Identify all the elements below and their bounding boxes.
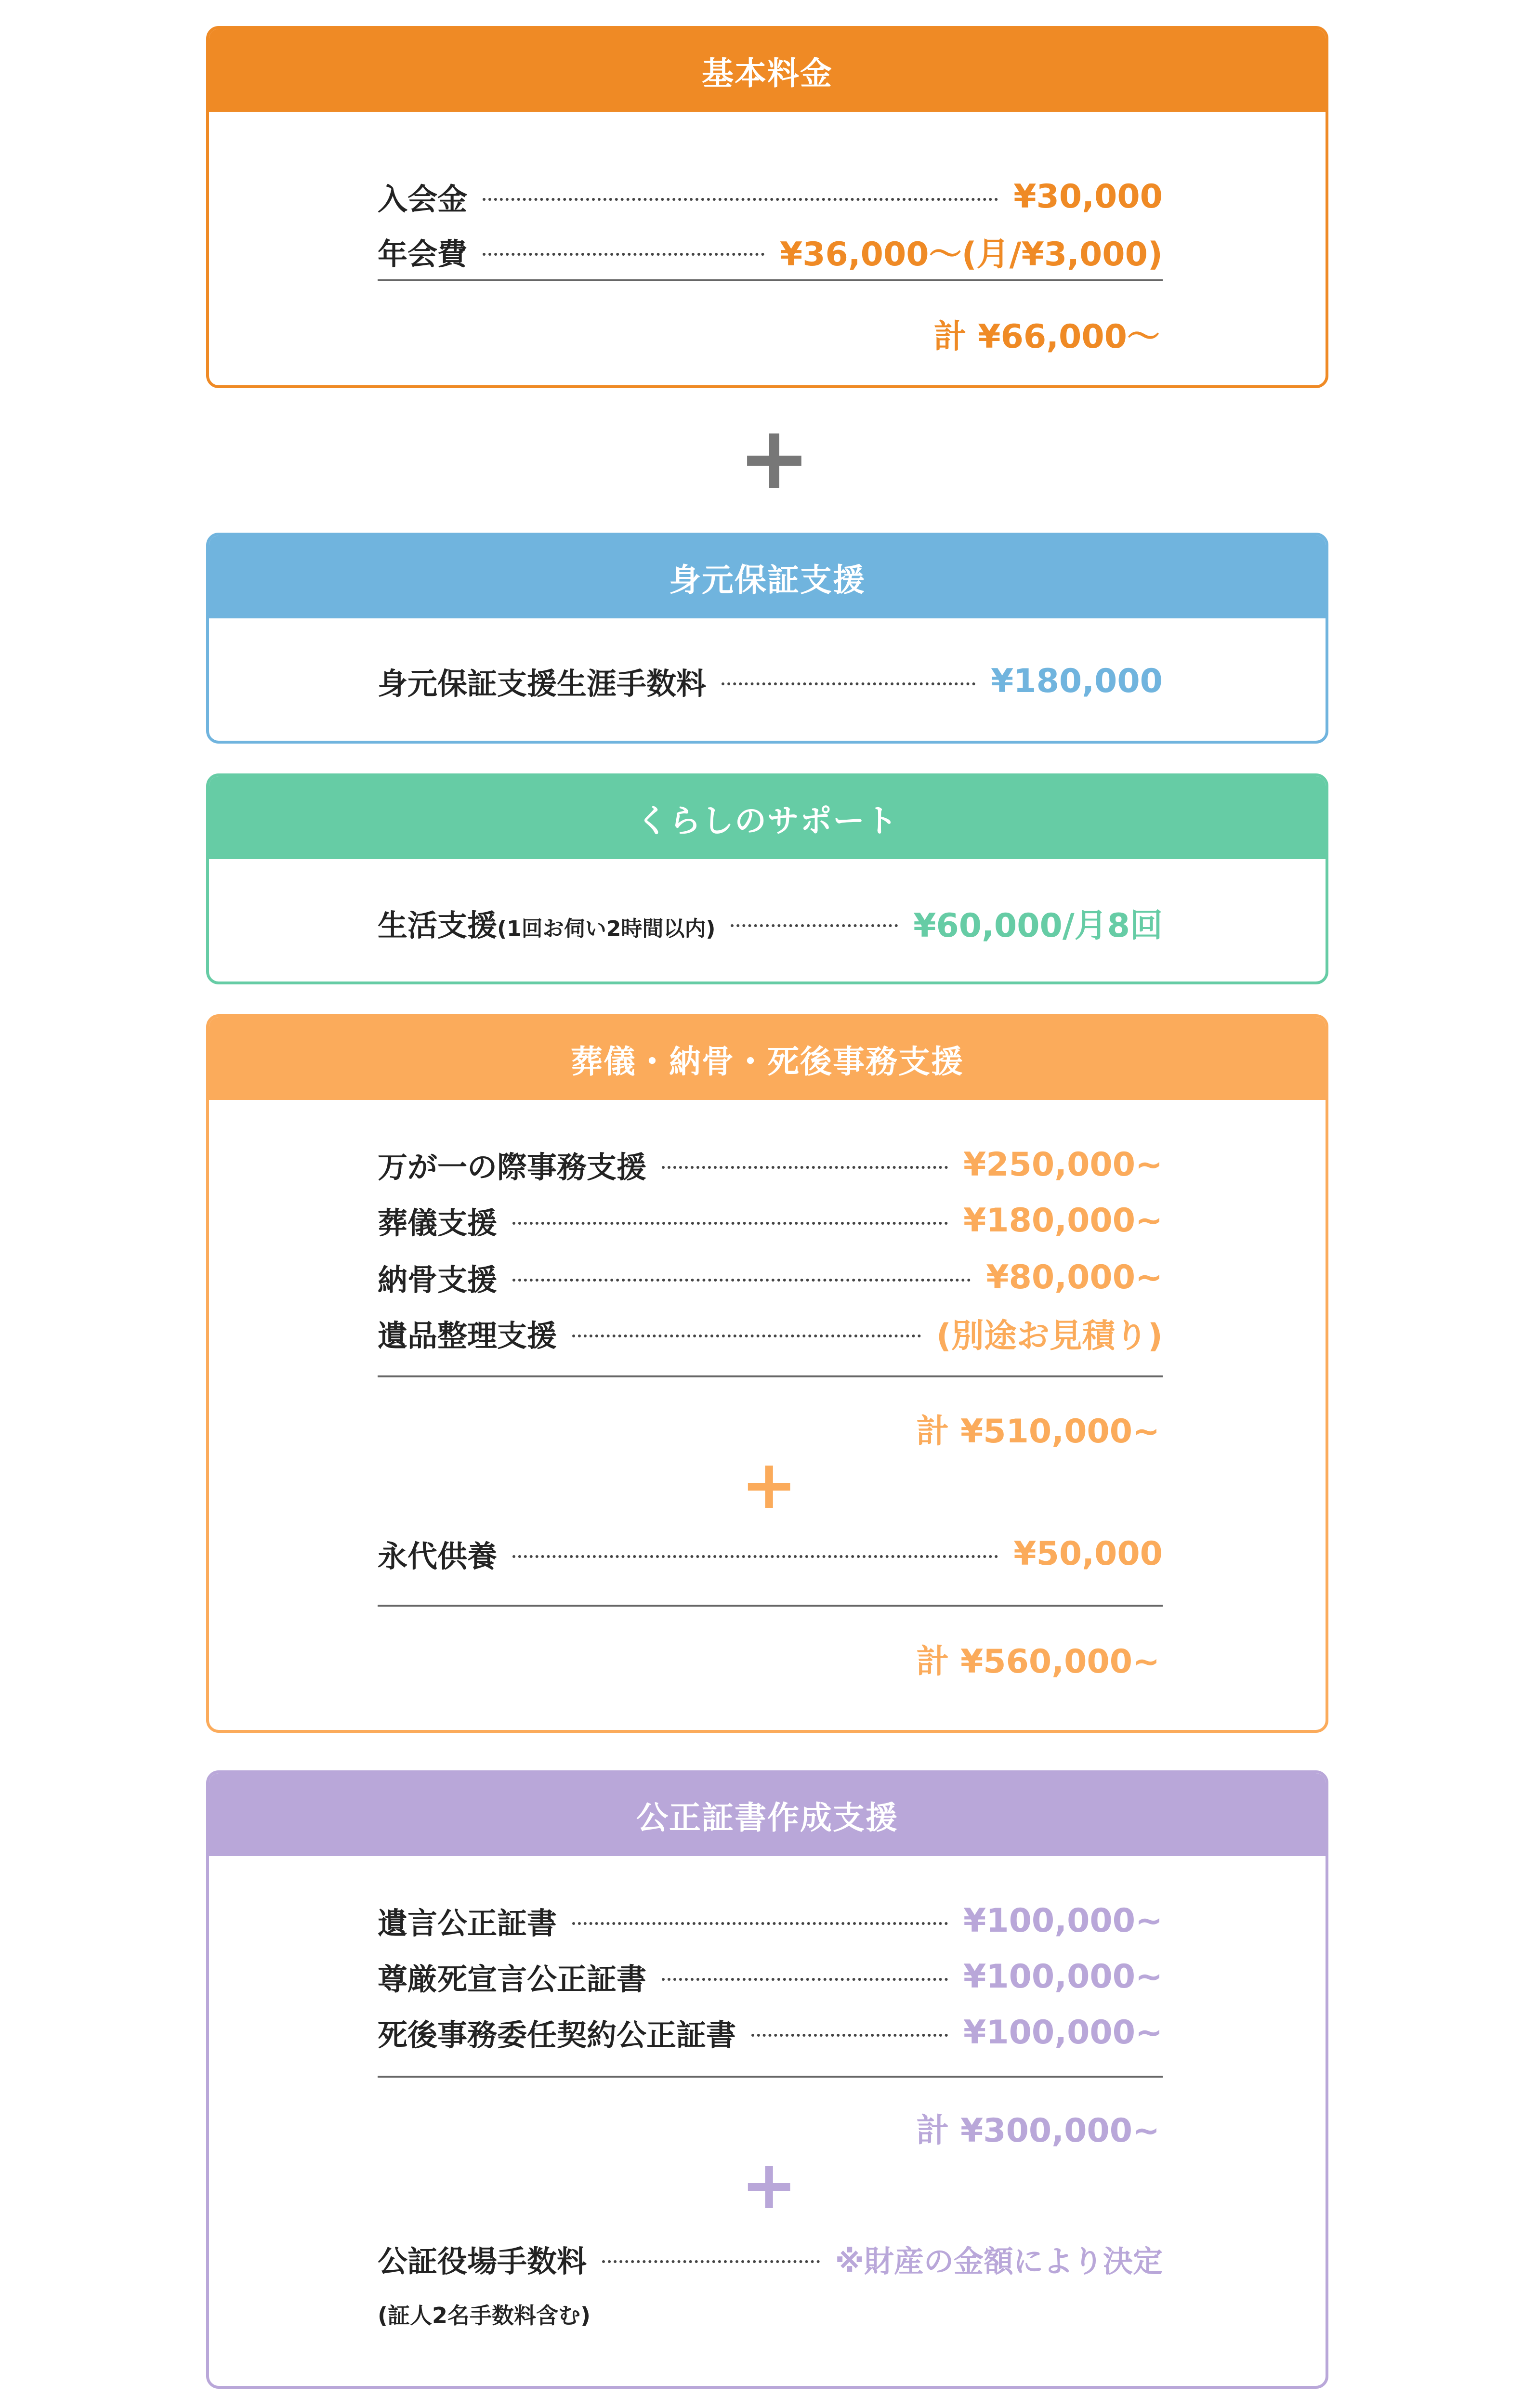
fee-label: 永代供養 xyxy=(378,1538,498,1574)
fee-label: 尊厳死宣言公正証書 xyxy=(378,1961,647,1997)
funeral-total: 計 ¥560,000~ xyxy=(916,1643,1160,1681)
notary-title: 公正証書作成支援 xyxy=(209,1773,1326,1856)
plus-icon: + xyxy=(738,408,811,509)
fee-row-perpetual xyxy=(378,1530,1163,1578)
fee-label: 死後事務委任契約公正証書 xyxy=(378,2017,736,2053)
fee-label: 葬儀支援 xyxy=(378,1205,498,1241)
fee-label: 入会金 xyxy=(378,181,468,217)
fee-price: (別途お見積り) xyxy=(936,1317,1163,1355)
fee-row-life xyxy=(378,899,1163,947)
fee-price: ¥50,000 xyxy=(1013,1534,1163,1573)
fee-row-annual xyxy=(378,227,1163,275)
leader-dots xyxy=(483,253,764,256)
fee-row-funeral xyxy=(378,1196,1163,1244)
leader-dots xyxy=(572,1922,948,1925)
fee-price: ※財産の金額により決定 xyxy=(835,2243,1163,2279)
leader-dots xyxy=(483,198,998,201)
fee-price: ¥180,000 xyxy=(990,662,1163,700)
fee-label: 遺言公正証書 xyxy=(378,1905,557,1941)
fee-price: ¥60,000/月8回 xyxy=(913,906,1163,945)
guarantee-card xyxy=(206,533,1328,744)
notary-subtotal: 計 ¥300,000~ xyxy=(916,2112,1160,2150)
plus-icon: + xyxy=(741,2146,798,2225)
fee-label: 遺品整理支援 xyxy=(378,1318,557,1353)
fee-price: ¥100,000~ xyxy=(963,1901,1163,1940)
fee-row-notary-office xyxy=(378,2235,1163,2283)
fee-row-funeral xyxy=(378,1309,1163,1357)
leader-dots xyxy=(512,1279,971,1282)
guarantee-title: 身元保証支援 xyxy=(209,536,1326,618)
divider xyxy=(378,2076,1163,2078)
leader-dots xyxy=(572,1335,921,1337)
fee-row-notary xyxy=(378,1897,1163,1945)
leader-dots xyxy=(722,682,975,685)
leader-dots xyxy=(602,2260,820,2263)
fee-row-notary xyxy=(378,2008,1163,2056)
witness-fee-note: (証人2名手数料含む) xyxy=(378,2303,591,2329)
fee-label-note: (1回お伺い2時間以内) xyxy=(497,916,716,941)
fee-label-main: 生活支援 xyxy=(378,907,498,943)
leader-dots xyxy=(512,1555,998,1558)
leader-dots xyxy=(662,1978,948,1981)
funeral-title: 葬儀・納骨・死後事務支援 xyxy=(209,1017,1326,1100)
basic-total: 計 ¥66,000〜 xyxy=(933,318,1160,356)
fee-price: ¥80,000~ xyxy=(986,1258,1163,1296)
fee-row-admission xyxy=(378,172,1163,221)
divider xyxy=(378,279,1163,281)
leader-dots xyxy=(731,924,898,927)
basic-fee-card xyxy=(206,26,1328,388)
life-support-title: くらしのサポート xyxy=(209,776,1326,859)
plus-icon: + xyxy=(741,1446,798,1524)
fee-price: ¥100,000~ xyxy=(963,1957,1163,1996)
funeral-subtotal: 計 ¥510,000~ xyxy=(916,1413,1160,1451)
basic-fee-title: 基本料金 xyxy=(209,29,1326,112)
life-support-card xyxy=(206,773,1328,984)
funeral-card xyxy=(206,1014,1328,1733)
leader-dots xyxy=(662,1166,948,1169)
fee-price: ¥250,000~ xyxy=(963,1145,1163,1184)
fee-label: 公証役場手数料 xyxy=(378,2243,587,2279)
fee-price: ¥180,000~ xyxy=(963,1201,1163,1240)
fee-price: ¥100,000~ xyxy=(963,2013,1163,2052)
fee-label: 年会費 xyxy=(378,236,468,272)
fee-price: ¥36,000〜(月/¥3,000) xyxy=(779,235,1163,274)
fee-label: 万が一の際事務支援 xyxy=(378,1149,647,1185)
fee-price: ¥30,000 xyxy=(1013,177,1163,216)
fee-label xyxy=(378,902,715,944)
fee-row-funeral xyxy=(378,1140,1163,1189)
fee-row-notary xyxy=(378,1952,1163,2001)
fee-label: 納骨支援 xyxy=(378,1262,498,1297)
notary-card xyxy=(206,1770,1328,2389)
fee-row-funeral xyxy=(378,1253,1163,1301)
leader-dots xyxy=(751,2034,948,2037)
divider xyxy=(378,1375,1163,1377)
fee-label: 身元保証支援生涯手数料 xyxy=(378,666,707,701)
divider xyxy=(378,1605,1163,1607)
fee-row-guarantee xyxy=(378,657,1163,705)
leader-dots xyxy=(512,1222,948,1225)
